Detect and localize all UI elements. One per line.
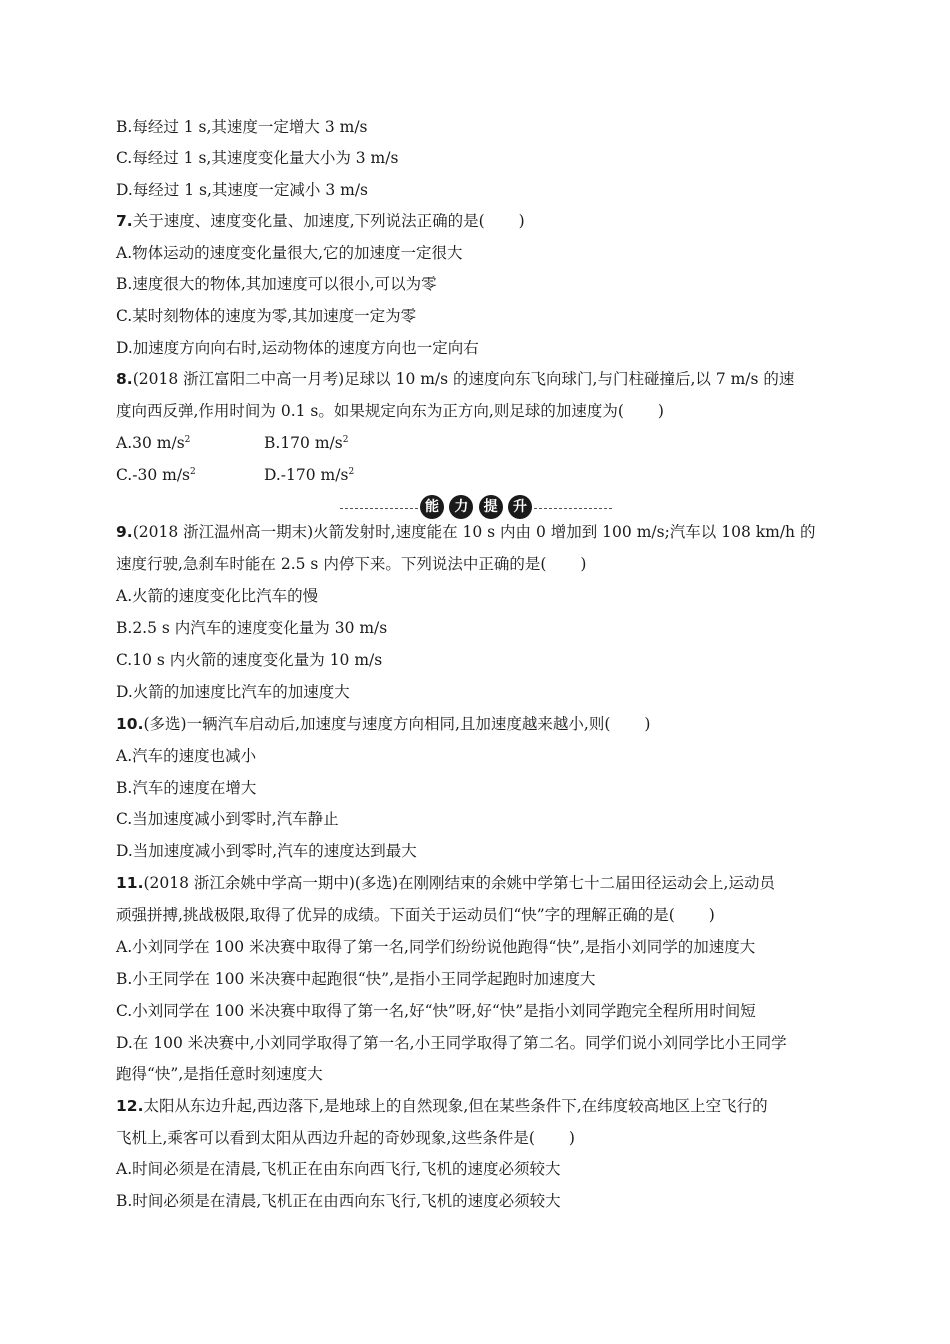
q9-stem-line1 — [116, 521, 836, 543]
q9-stem-text-2: 速度行驶,急刹车时能在 2.5 s 内停下来。下列说法中正确的是( — [116, 555, 547, 573]
q9-stem-line2 — [116, 553, 836, 575]
section-title-char: 提 — [479, 495, 503, 519]
q12-stem-line1 — [116, 1095, 836, 1117]
q7-option-c: C.某时刻物体的速度为零,其加速度一定为零 — [116, 307, 417, 325]
q10-stem — [116, 713, 836, 735]
q11-option-a: A.小刘同学在 100 米决赛中取得了第一名,同学们纷纷说他跑得“快”,是指小刘同学的加速度大 — [116, 938, 756, 956]
q9-number: 9. — [116, 523, 133, 541]
q11-stem-text-1: (2018 浙江余姚中学高一期中)(多选)在刚刚结束的余姚中学第七十二届田径运动会上,运动员 — [143, 874, 775, 892]
section-title-char: 能 — [420, 495, 444, 519]
q12-option-a: A.时间必须是在清晨,飞机正在由东向西飞行,飞机的速度必须较大 — [116, 1160, 561, 1178]
section-header-ability-improvement — [340, 494, 612, 522]
q11-stem-close: ) — [708, 906, 715, 924]
q11-option-d-line2: 跑得“快”,是指任意时刻速度大 — [116, 1065, 323, 1083]
q11-stem-text-2: 顽强拼搏,挑战极限,取得了优异的成绩。下面关于运动员们“快”字的理解正确的是( — [116, 906, 675, 924]
q7-number: 7. — [116, 212, 133, 230]
q8-option-a — [116, 432, 190, 454]
q9-option-a: A.火箭的速度变化比汽车的慢 — [116, 587, 319, 605]
q12-stem-text-1: 太阳从东边升起,西边落下,是地球上的自然现象,但在某些条件下,在纬度较高地区上空飞行的 — [143, 1097, 768, 1115]
q9-option-b: B.2.5 s 内汽车的速度变化量为 30 m/s — [116, 619, 388, 637]
q10-option-d: D.当加速度减小到零时,汽车的速度达到最大 — [116, 842, 417, 860]
q8-option-b — [264, 432, 348, 454]
q11-option-c: C.小刘同学在 100 米决赛中取得了第一名,好“快”呀,好“快”是指小刘同学跑完全程所用时间短 — [116, 1002, 756, 1020]
q7-option-b: B.速度很大的物体,其加速度可以很小,可以为零 — [116, 275, 437, 293]
q8-option-d-exponent: 2 — [348, 467, 355, 477]
q10-option-b: B.汽车的速度在增大 — [116, 779, 257, 797]
q12-stem-text-2: 飞机上,乘客可以看到太阳从西边升起的奇妙现象,这些条件是( — [116, 1129, 535, 1147]
q8-option-a-text: A.30 m/s — [116, 434, 185, 452]
q7-option-d: D.加速度方向向右时,运动物体的速度方向也一定向右 — [116, 339, 479, 357]
q12-number: 12. — [116, 1097, 144, 1115]
q8-option-c-text: C.-30 m/s — [116, 466, 190, 484]
q11-option-d-line1: D.在 100 米决赛中,小刘同学取得了第一名,小王同学取得了第二名。同学们说小刘同学比小王同学 — [116, 1034, 787, 1052]
q7-stem-text: 关于速度、速度变化量、加速度,下列说法正确的是( — [132, 212, 485, 230]
q8-number: 8. — [116, 370, 133, 388]
section-divider-right — [534, 508, 612, 509]
q7-option-a: A.物体运动的速度变化量很大,它的加速度一定很大 — [116, 244, 463, 262]
q9-option-d: D.火箭的加速度比汽车的加速度大 — [116, 683, 350, 701]
section-divider-left — [340, 508, 418, 509]
q12-option-b: B.时间必须是在清晨,飞机正在由西向东飞行,飞机的速度必须较大 — [116, 1192, 561, 1210]
q8-option-a-exponent: 2 — [184, 435, 191, 445]
q11-stem-line2 — [116, 904, 836, 926]
q8-stem-text-1: (2018 浙江富阳二中高一月考)足球以 10 m/s 的速度向东飞向球门,与门柱碰撞后,以 7 m/s 的速 — [132, 370, 795, 388]
q11-number: 11. — [116, 874, 144, 892]
q6-option-d: D.每经过 1 s,其速度一定减小 3 m/s — [116, 181, 368, 199]
q12-stem-line2 — [116, 1127, 836, 1149]
q10-stem-close: ) — [644, 715, 651, 733]
q6-option-b: B.每经过 1 s,其速度一定增大 3 m/s — [116, 118, 368, 136]
q8-option-b-exponent: 2 — [342, 435, 349, 445]
q7-stem-close: ) — [518, 212, 525, 230]
section-title-char: 力 — [449, 495, 473, 519]
q8-stem-line2 — [116, 400, 836, 422]
q8-option-b-text: B.170 m/s — [264, 434, 343, 452]
q8-option-c — [116, 464, 196, 486]
q10-option-a: A.汽车的速度也减小 — [116, 747, 257, 765]
q8-option-d — [264, 464, 354, 486]
q12-stem-close: ) — [568, 1129, 575, 1147]
q8-stem-line1 — [116, 368, 836, 390]
q10-option-c: C.当加速度减小到零时,汽车静止 — [116, 810, 339, 828]
q7-stem — [116, 210, 836, 232]
q9-stem-text-1: (2018 浙江温州高一期末)火箭发射时,速度能在 10 s 内由 0 增加到 100 m/s;汽车以 108 km/h 的 — [132, 523, 816, 541]
q10-stem-text: (多选)一辆汽车启动后,加速度与速度方向相同,且加速度越来越小,则( — [143, 715, 611, 733]
q10-number: 10. — [116, 715, 144, 733]
q8-stem-close: ) — [657, 402, 664, 420]
section-title-char: 升 — [508, 495, 532, 519]
q9-stem-close: ) — [580, 555, 587, 573]
q8-option-c-exponent: 2 — [190, 467, 196, 477]
q9-option-c: C.10 s 内火箭的速度变化量为 10 m/s — [116, 651, 383, 669]
q8-stem-text-2: 度向西反弹,作用时间为 0.1 s。如果规定向东为正方向,则足球的加速度为( — [116, 402, 624, 420]
q11-stem-line1 — [116, 872, 836, 894]
q8-option-d-text: D.-170 m/s — [264, 466, 349, 484]
section-title-badges — [420, 495, 532, 521]
q11-option-b: B.小王同学在 100 米决赛中起跑很“快”,是指小王同学起跑时加速度大 — [116, 970, 596, 988]
q6-option-c: C.每经过 1 s,其速度变化量大小为 3 m/s — [116, 149, 399, 167]
